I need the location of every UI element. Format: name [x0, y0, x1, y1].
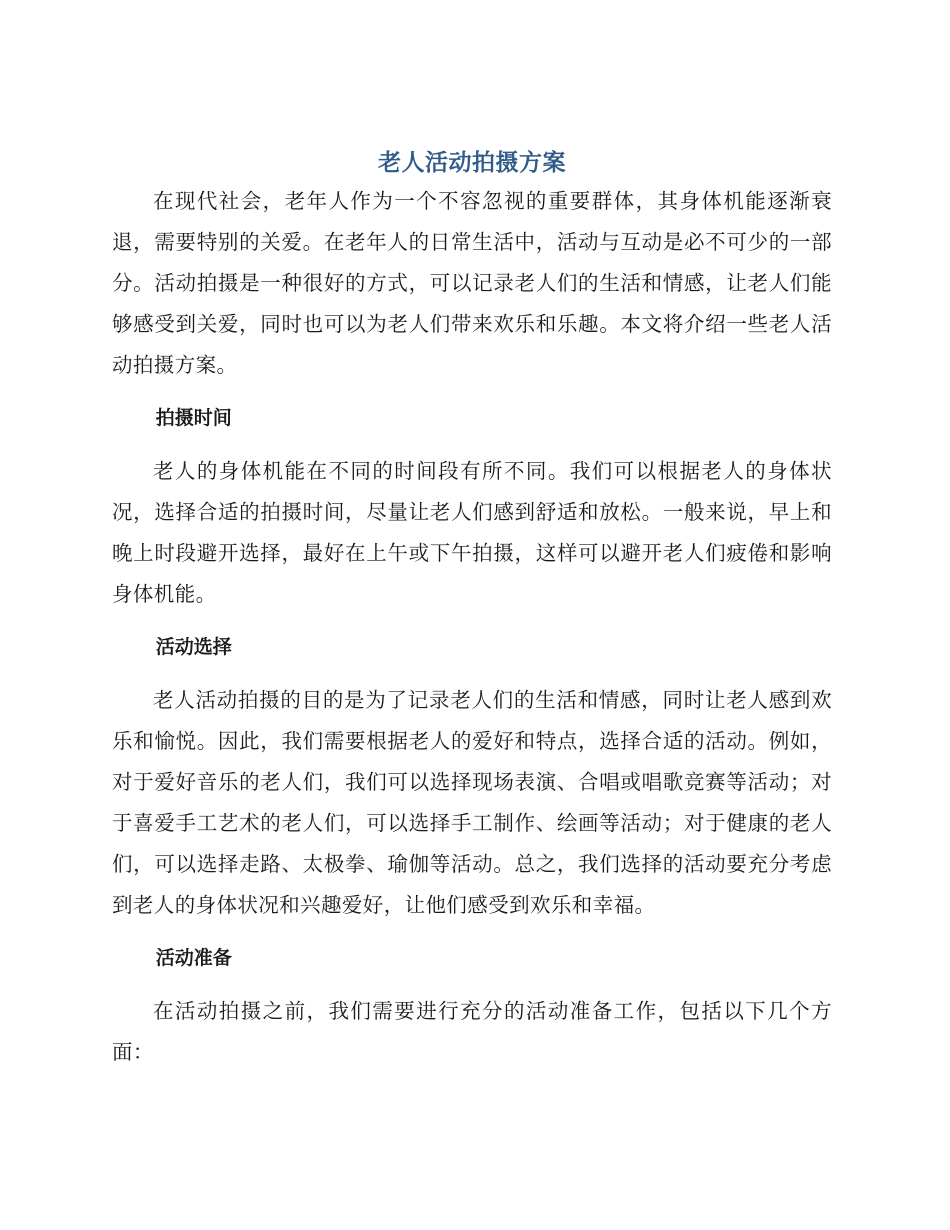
spacer — [112, 386, 832, 398]
section-body-activity-selection: 老人活动拍摄的目的是为了记录老人们的生活和情感，同时让老人感到欢乐和愉悦。因此，我们需要根据老人的爱好和特点，选择合适的活动。例如，对于爱好音乐的老人们，我们可以选择现场表演、合唱或唱歌竞赛等活动；对于喜爱手工艺术的老人们，可以选择手工制作、绘画等活动；对于健康的老人们，可以选择走路、太极拳、瑜伽等活动。总之，我们选择的活动要充分考虑到老人的身体状况和兴趣爱好，让他们感受到欢乐和幸福。 — [112, 688, 832, 917]
page-title: 老人活动拍摄方案 — [378, 150, 566, 176]
spacer — [112, 979, 832, 991]
section-body-activity-preparation: 在活动拍摄之前，我们需要进行充分的活动准备工作，包括以下几个方面： — [112, 999, 832, 1064]
intro-paragraph: 在现代社会，老年人作为一个不容忽视的重要群体，其身体机能逐渐衰退，需要特别的关爱。在老年人的日常生活中，活动与互动是必不可少的一部分。活动拍摄是一种很好的方式，可以记录老人们的生活和情感，让老人们能够感受到关爱，同时也可以为老人们带来欢乐和乐趣。本文将介绍一些老人活动拍摄方案。 — [112, 189, 832, 377]
section-body-shooting-time: 老人的身体机能在不同的时间段有所不同。我们可以根据老人的身体状况，选择合适的拍摄时间，尽量让老人们感到舒适和放松。一般来说，早上和晚上时段避开选择，最好在上午或下午拍摄，这样可以避开老人们疲倦和影响身体机能。 — [112, 459, 832, 606]
section-heading-activity-selection: 活动选择 — [155, 636, 232, 658]
section-heading-activity-preparation: 活动准备 — [155, 947, 232, 969]
section-heading-shooting-time: 拍摄时间 — [155, 407, 232, 429]
spacer — [112, 439, 832, 451]
spacer — [112, 615, 832, 627]
spacer — [112, 926, 832, 938]
spacer — [112, 668, 832, 680]
document-page — [112, 145, 832, 1073]
